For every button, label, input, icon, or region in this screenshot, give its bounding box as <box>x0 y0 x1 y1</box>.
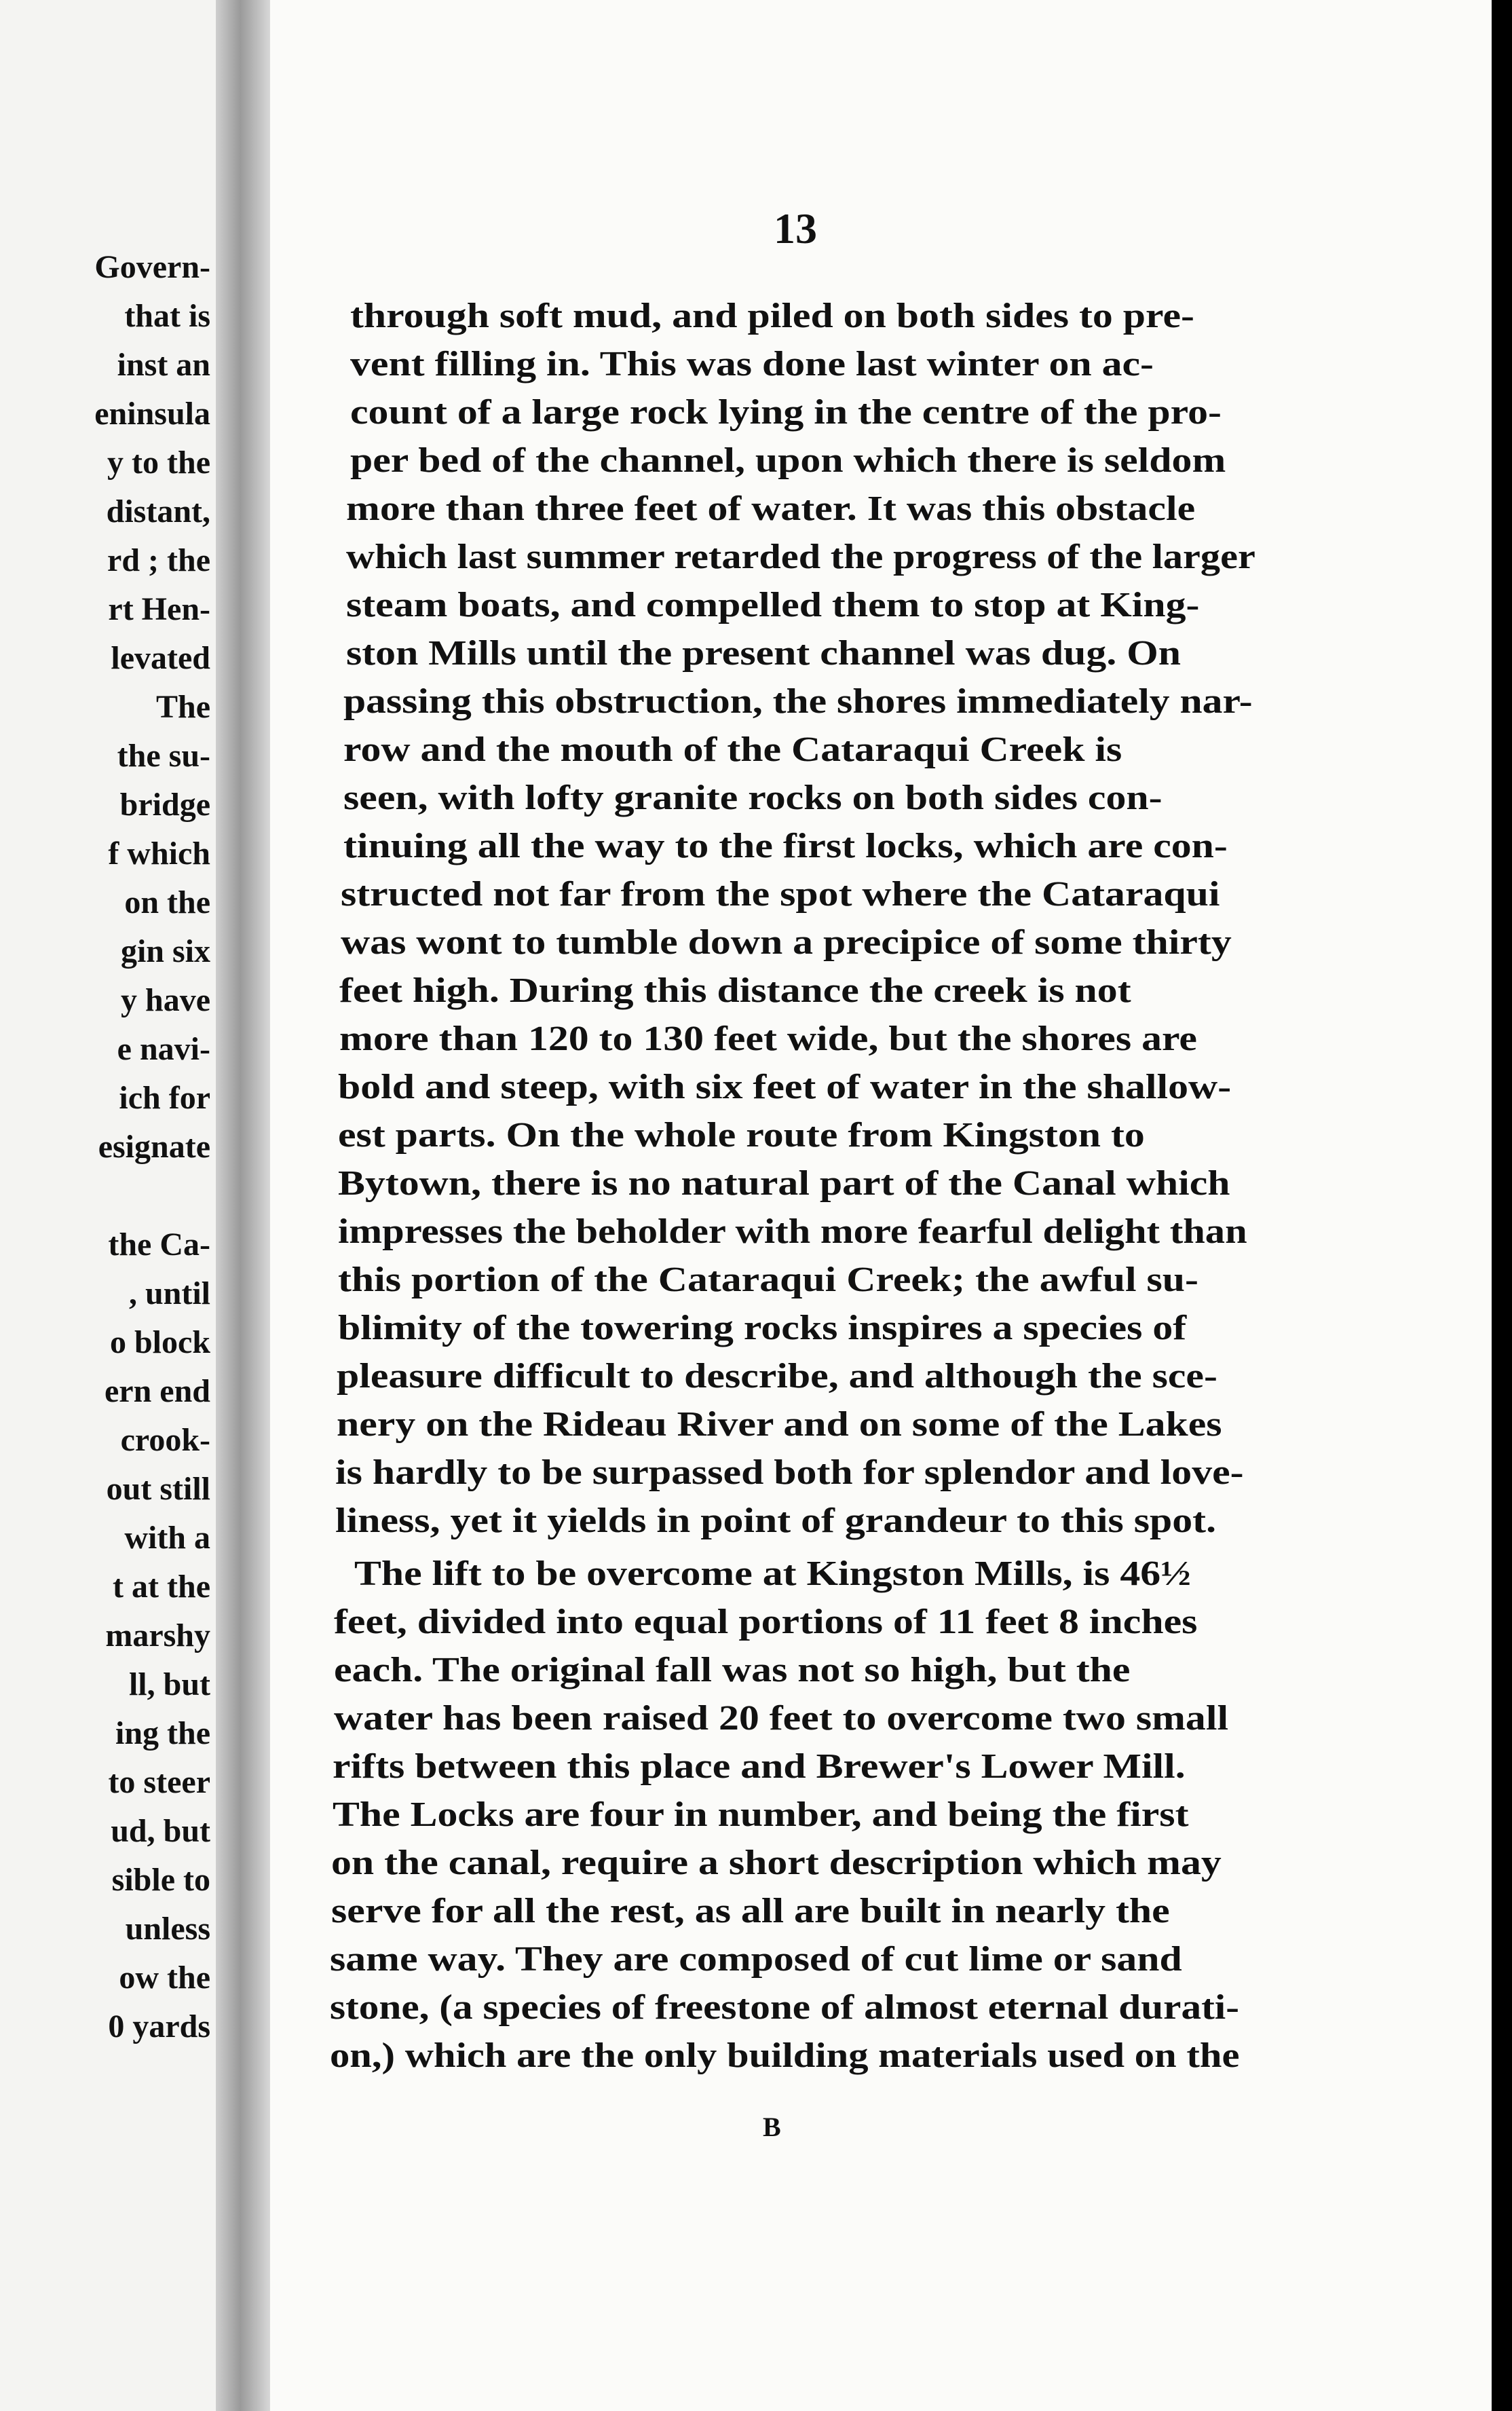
text-line: through soft mud, and piled on both sides to pre- <box>350 297 1194 335</box>
text-line: stone, (a species of freestone of almost eternal durati- <box>330 1988 1239 2027</box>
text-line: same way. They are composed of cut lime or sand <box>330 1940 1182 1979</box>
left-line: crook- <box>120 1422 210 1458</box>
left-line: sible to <box>111 1862 210 1898</box>
text-line: row and the mouth of the Cataraqui Creek is <box>343 730 1122 769</box>
left-line: that is <box>124 298 210 334</box>
text-line: bold and steep, with six feet of water in the shallow- <box>338 1068 1232 1106</box>
left-line: o block <box>109 1324 210 1360</box>
left-line: ing the <box>115 1715 210 1751</box>
left-line: ern end <box>105 1373 210 1409</box>
left-line: gin six <box>120 933 210 969</box>
left-line: on the <box>124 884 210 920</box>
left-line: marshy <box>105 1618 210 1653</box>
text-line: The lift to be overcome at Kingston Mills, is 46½ <box>354 1554 1191 1593</box>
text-line: vent filling in. This was done last winter on ac- <box>350 345 1154 384</box>
text-line: on the canal, require a short description which may <box>331 1844 1222 1882</box>
left-line: levated <box>111 640 210 676</box>
text-line: est parts. On the whole route from Kingston to <box>338 1116 1145 1155</box>
text-line: impresses the beholder with more fearful delight than <box>338 1212 1247 1251</box>
text-line: tinuing all the way to the first locks, which are con- <box>343 827 1228 865</box>
left-line: rt Hen- <box>108 591 210 627</box>
left-line: with a <box>124 1520 210 1556</box>
left-line: the su- <box>117 738 210 774</box>
left-line: Govern- <box>94 249 210 285</box>
left-line: t at the <box>113 1569 210 1605</box>
left-line: rd ; the <box>107 542 210 578</box>
left-line: ll, but <box>128 1666 210 1702</box>
text-line: blimity of the towering rocks inspires a species of <box>338 1309 1187 1347</box>
text-line: was wont to tumble down a precipice of some thirty <box>341 923 1232 962</box>
left-line: 0 yards <box>108 2008 210 2044</box>
text-line: more than 120 to 130 feet wide, but the shores are <box>339 1020 1197 1058</box>
left-line: inst an <box>117 347 210 383</box>
left-line: e navi- <box>117 1031 210 1067</box>
text-line: water has been raised 20 feet to overcome two small <box>334 1699 1229 1738</box>
text-line: passing this obstruction, the shores immediately nar- <box>343 682 1253 721</box>
text-line: structed not far from the spot where the Cataraqui <box>341 875 1220 914</box>
text-line: steam boats, and compelled them to stop at King- <box>346 586 1200 624</box>
text-line: feet, divided into equal portions of 11 feet 8 inches <box>334 1603 1198 1641</box>
text-line: more than three feet of water. It was this obstacle <box>346 489 1196 528</box>
text-line: is hardly to be surpassed both for splendor and love- <box>335 1453 1244 1492</box>
left-line: The <box>155 689 210 725</box>
left-page-fragment <box>0 0 216 2411</box>
left-line: ow the <box>119 1960 210 1996</box>
text-line: which last summer retarded the progress of the larger <box>346 538 1255 576</box>
left-line: out still <box>106 1471 210 1507</box>
left-line: to steer <box>108 1764 210 1800</box>
text-line: on,) which are the only building materials used on the <box>330 2036 1240 2075</box>
left-line: y to the <box>107 445 210 481</box>
left-line: the Ca- <box>108 1227 210 1263</box>
page-number: 13 <box>774 204 817 253</box>
left-line: esignate <box>98 1129 210 1165</box>
scan-border <box>1492 0 1512 2411</box>
text-line: ston Mills until the present channel was dug. On <box>346 634 1181 673</box>
text-line: each. The original fall was not so high, but the <box>334 1651 1131 1689</box>
text-line: nery on the Rideau River and on some of the Lakes <box>337 1405 1222 1444</box>
left-line: unless <box>125 1911 210 1947</box>
text-line: feet high. During this distance the creek is not <box>339 971 1131 1010</box>
left-line: distant, <box>106 493 210 529</box>
signature-mark: B <box>763 2112 781 2142</box>
text-line: pleasure difficult to describe, and although the sce- <box>337 1357 1217 1396</box>
text-line: rifts between this place and Brewer's Lower Mill. <box>333 1747 1186 1786</box>
text-line: per bed of the channel, upon which there is seldom <box>350 441 1226 480</box>
left-line: , until <box>128 1275 210 1311</box>
text-line: this portion of the Cataraqui Creek; the awful su- <box>338 1260 1198 1299</box>
left-line: ud, but <box>111 1813 210 1849</box>
right-page <box>270 0 1492 2411</box>
left-line: y have <box>121 982 210 1018</box>
book-gutter <box>216 0 270 2411</box>
text-line: serve for all the rest, as all are built in nearly the <box>331 1892 1170 1930</box>
text-line: liness, yet it yields in point of grandeur to this spot. <box>335 1501 1217 1540</box>
text-line: Bytown, there is no natural part of the Canal which <box>338 1164 1230 1203</box>
text-line: count of a large rock lying in the centre of the pro- <box>350 393 1222 432</box>
left-line: bridge <box>119 787 210 823</box>
left-line: eninsula <box>94 396 210 432</box>
text-line: seen, with lofty granite rocks on both sides con- <box>343 779 1163 817</box>
left-line: ich for <box>119 1080 210 1116</box>
left-line: f which <box>108 836 210 872</box>
text-line: The Locks are four in number, and being the first <box>333 1795 1189 1834</box>
